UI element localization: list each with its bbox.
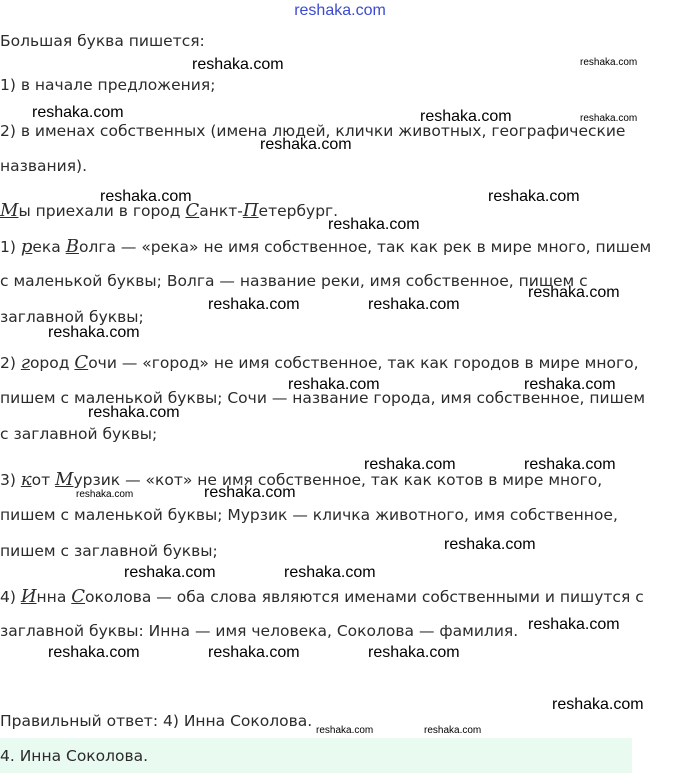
answer-text: урзик — «кот» не имя собственное, так как котов в мире много, xyxy=(73,471,603,489)
answer-1-line-2: с маленькой буквы; Волга — название реки, имя собственное, пишем с xyxy=(0,272,588,290)
watermark: reshaka.com xyxy=(420,108,512,125)
rule-item-2-cont: названия). xyxy=(0,157,88,175)
watermark: reshaka.com xyxy=(580,57,638,68)
watermark: reshaka.com xyxy=(580,113,638,124)
answer-4 xyxy=(0,586,644,607)
underlined-letter: М xyxy=(0,200,19,221)
watermark: reshaka.com xyxy=(524,376,616,393)
sentence-text: ы приехали в город xyxy=(18,202,186,220)
final-answer-box xyxy=(0,738,632,773)
watermark: reshaka.com xyxy=(76,489,134,500)
watermark: reshaka.com xyxy=(208,296,300,313)
answer-1 xyxy=(0,236,651,257)
watermark: reshaka.com xyxy=(88,404,180,421)
watermark: reshaka.com xyxy=(316,725,374,736)
underlined-letter: И xyxy=(20,586,37,607)
underlined-letter: С xyxy=(71,586,86,607)
answer-1-line-3: заглавной буквы; xyxy=(0,308,144,326)
watermark: reshaka.com xyxy=(260,136,352,153)
underlined-letter: М xyxy=(55,469,74,490)
watermark: reshaka.com xyxy=(192,56,284,73)
watermark: reshaka.com xyxy=(48,644,140,661)
answer-4-line-2: заглавной буквы: Инна — имя человека, Соколова — фамилия. xyxy=(0,622,519,640)
watermark: reshaka.com xyxy=(424,725,482,736)
underlined-letter: В xyxy=(65,236,79,257)
underlined-letter: П xyxy=(242,200,259,221)
answer-number: 1) xyxy=(0,238,21,256)
underlined-letter: г xyxy=(20,352,30,373)
watermark: reshaka.com xyxy=(204,484,296,501)
final-answer-text: 4. Инна Соколова. xyxy=(0,747,149,765)
watermark: reshaka.com xyxy=(552,696,644,713)
underlined-letter: к xyxy=(20,469,32,490)
watermark: reshaka.com xyxy=(364,456,456,473)
watermark: reshaka.com xyxy=(100,188,192,205)
sentence-text: етербург. xyxy=(258,202,339,220)
watermark: reshaka.com xyxy=(32,104,124,121)
watermark: reshaka.com xyxy=(524,456,616,473)
rule-item-2: 2) в именах собственных (имена людей, клички животных, географические xyxy=(0,122,626,140)
answer-number: 4) xyxy=(0,588,21,606)
answer-2-line-2: пишем с маленькой буквы; Сочи — название города, имя собственное, пишем xyxy=(0,389,646,407)
underlined-letter: р xyxy=(20,236,33,257)
underlined-letter: С xyxy=(185,200,200,221)
rule-item-1: 1) в начале предложения; xyxy=(0,76,216,94)
answer-text: ород xyxy=(29,354,75,372)
answer-3-line-2: пишем с маленькой буквы; Мурзик — кличка животного, имя собственное, xyxy=(0,506,618,524)
answer-2 xyxy=(0,352,639,373)
answer-3 xyxy=(0,469,602,490)
watermark: reshaka.com xyxy=(124,564,216,581)
site-header-link[interactable]: reshaka.com xyxy=(294,2,386,19)
watermark: reshaka.com xyxy=(528,284,620,301)
answer-number: 3) xyxy=(0,471,21,489)
answer-text: очи — «город» не имя собственное, так как городов в мире много, xyxy=(88,354,639,372)
watermark: reshaka.com xyxy=(444,536,536,553)
watermark: reshaka.com xyxy=(488,188,580,205)
watermark: reshaka.com xyxy=(48,324,140,341)
answer-2-line-3: с заглавной буквы; xyxy=(0,425,158,443)
watermark: reshaka.com xyxy=(208,644,300,661)
watermark: reshaka.com xyxy=(328,216,420,233)
watermark: reshaka.com xyxy=(528,616,620,633)
answer-3-line-3: пишем с заглавной буквы; xyxy=(0,542,218,560)
underlined-letter: С xyxy=(74,352,89,373)
answer-text: от xyxy=(31,471,56,489)
watermark: reshaka.com xyxy=(284,564,376,581)
rule-title: Большая буква пишется: xyxy=(0,32,205,50)
watermark: reshaka.com xyxy=(368,296,460,313)
answer-text: ека xyxy=(32,238,66,256)
correct-answer: Правильный ответ: 4) Инна Соколова. xyxy=(0,712,313,730)
answer-text: нна xyxy=(36,588,72,606)
sentence-text: анкт- xyxy=(199,202,243,220)
watermark: reshaka.com xyxy=(368,644,460,661)
answer-number: 2) xyxy=(0,354,21,372)
answer-text: околова — оба слова являются именами собственными и пишутся с xyxy=(85,588,644,606)
watermark: reshaka.com xyxy=(288,376,380,393)
answer-text: олга — «река» не имя собственное, так как рек в мире много, пишем xyxy=(78,238,652,256)
